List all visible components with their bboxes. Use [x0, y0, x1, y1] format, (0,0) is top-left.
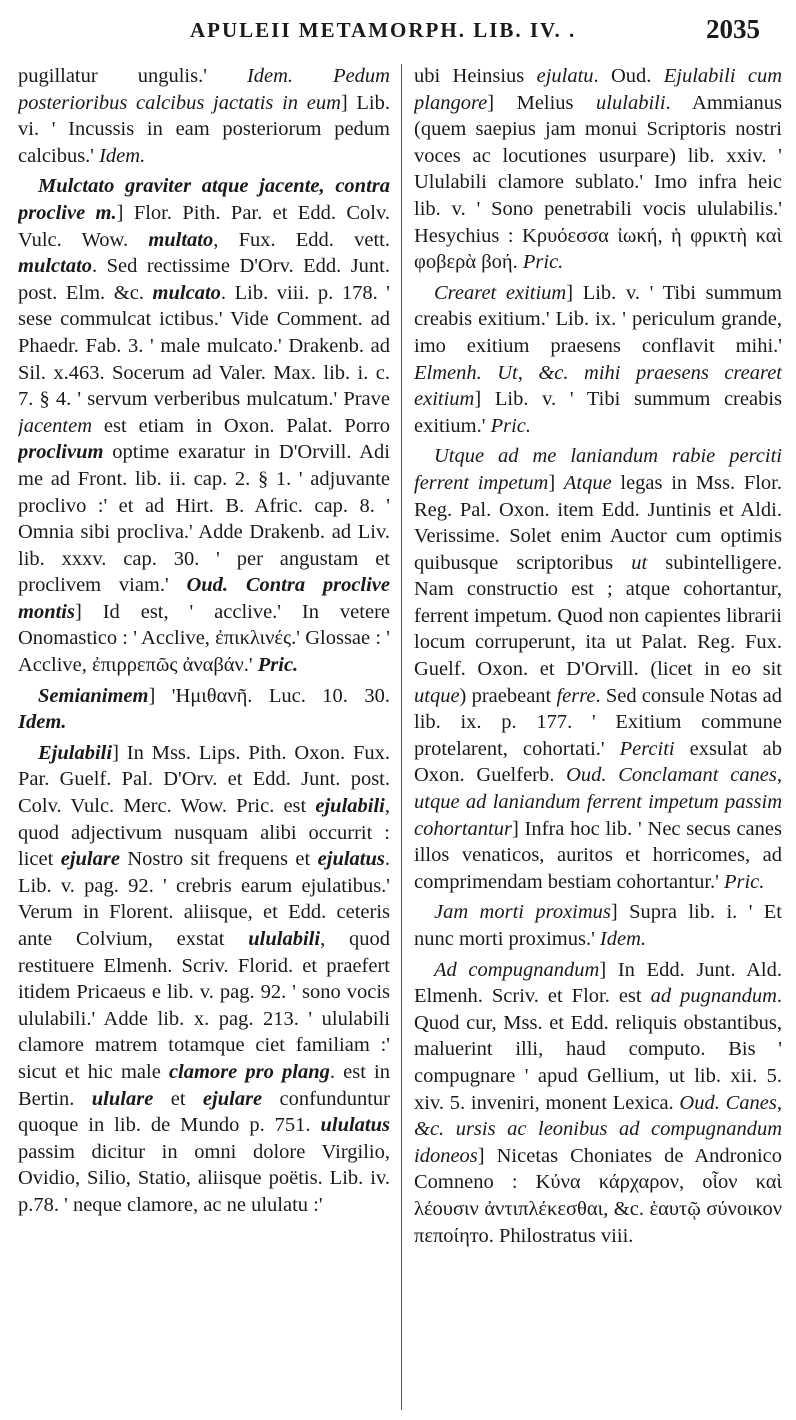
paragraph — [414, 443, 782, 895]
italic-lemma: mulctato — [18, 255, 93, 278]
italic-lemma: ejulabili — [315, 795, 385, 818]
italic-lemma: ad pugnandum — [650, 985, 777, 1008]
text-run: ] Lib. v. ' Tibi summum creabis exitium.' — [414, 388, 782, 437]
italic-lemma: ejulare — [60, 848, 120, 871]
paragraph — [18, 740, 390, 1219]
italic-lemma: Pric. — [490, 414, 531, 437]
text-run: . Ammianus (quem saepius jam monui Scriptoris nostri voces ac locutiones usurpare) lib. xxiv. ' Ululabili clamore sublato.' Imo infra heic lib. v. ' Sono penetrabili vocis ululabilis.' Hesychius : Κρυόεσσα ἰωκή, ἡ φρικτὴ καὶ φοβερὰ βοή. — [414, 91, 782, 274]
italic-lemma: Crearet exitium — [434, 281, 567, 304]
italic-lemma: Elmenh. Ut, &c. mihi praesens crearet exitium — [414, 361, 782, 411]
italic-lemma: Mulctato graviter atque jacente, contra proclive m. — [18, 175, 390, 224]
paragraph — [18, 63, 390, 169]
italic-lemma: Idem. — [599, 928, 647, 950]
italic-lemma: ululatus — [320, 1114, 390, 1137]
paragraph — [414, 63, 782, 276]
text-run: . Lib. v. pag. 92. ' crebris earum ejulatibus.' Verum in Florent. aliisque, et Edd. ceteris ante Colvium, exstat — [18, 848, 390, 950]
text-run: ] In Edd. Junt. Ald. Elmenh. Scriv. et Flor. est — [414, 958, 782, 1008]
text-run: exsulat ab Oxon. Guelferb. — [414, 737, 782, 787]
text-run: passim dicitur in omni dolore Virgilio, Ovidio, Silio, Statio, aliisque poëtis. Lib. iv. p.78. ' neque clamore, ac ne ululatu :' — [18, 1140, 390, 1216]
italic-lemma: Perciti — [619, 737, 675, 760]
italic-lemma: Pric. — [257, 654, 299, 677]
text-run: . est in Bertin. — [18, 1060, 390, 1110]
text-run: . Quod cur, Mss. et Edd. reliquis obstantibus, maluerint illi, haud computo. Bis ' compugnare ' apud Gellium, ut lib. xii. 5. xiv. 5. inveniri, monent Lexica. — [414, 985, 782, 1114]
paragraph — [18, 683, 390, 736]
italic-lemma: clamore pro plang — [168, 1060, 330, 1083]
italic-lemma: Idem. Pedum posterioribus calcibus jactatis in eum — [18, 65, 390, 114]
text-run: optime exaratur in D'Orvill. Adi me ad Front. lib. ii. cap. 2. § 1. ' adjuvante proclivo :' et ad Hirt. B. Afric. cap. 8. ' Omnia sibi procliva.' Adde Drakenb. ad Liv. lib. xxxv. cap. 30. ' per angustam et proclivem viam.' — [18, 441, 390, 597]
italic-lemma: Pric. — [723, 870, 765, 893]
text-run: ] Supra lib. i. ' Et nunc morti proximus.' — [414, 901, 782, 950]
italic-lemma: ferre — [556, 684, 596, 707]
italic-lemma: Jam morti proximus — [434, 901, 611, 924]
paragraph — [18, 173, 390, 678]
text-run: ] — [548, 471, 564, 494]
text-run: ] Infra hoc lib. ' Nec secus canes illos venaticos, auritos et horricomes, ad comprimendam bestiam cohortantur.' — [414, 817, 782, 893]
paragraph — [414, 280, 782, 440]
text-run: . Sed consule Notas ad lib. ix. p. 177. ' Exitium commune protelarent, cohortati.' — [414, 684, 782, 760]
text-run: subintelligere. Nam constructio est ; atque cohortantur, ferrent impetum. Quod non capientes librarii locum corruperunt, ita ut Palat. Reg. Fux. Guelf. Oxon. et D'Orvill. (licet in eo sit — [414, 551, 782, 681]
text-run: pugillatur ungulis.' — [18, 65, 247, 87]
right-column — [414, 63, 782, 1413]
text-run: Nostro sit frequens et — [119, 848, 318, 871]
italic-lemma: Ejulabili — [38, 741, 113, 764]
text-run: ] In Mss. Lips. Pith. Oxon. Fux. Par. Guelf. Pal. D'Orv. et Edd. Junt. post. Colv. Vulc. Merc. Wow. Pric. est — [18, 741, 390, 818]
text-run: , quod restituere Elmenh. Scriv. Florid. et praefert itidem Pricaeus e lib. v. pag. 92. ' sono vocis ululabili.' Adde lib. x. pag. 213. ' ululabili clamore matrem totamque ciet familiam :' sicut et hic male — [18, 928, 390, 1083]
italic-lemma: ejulatu — [536, 65, 594, 87]
text-run: , quod adjectivum nusquam alibi occurrit : licet — [18, 795, 390, 871]
text-run: ] Melius — [487, 91, 597, 114]
italic-lemma: ululabili — [248, 928, 321, 950]
left-column — [18, 63, 390, 1413]
italic-lemma: ululabili — [596, 91, 666, 114]
page-number: 2035 — [706, 14, 760, 44]
italic-lemma: Ejulabili cum plangore — [414, 65, 782, 114]
text-run: ] Lib. v. ' Tibi summum creabis exitium.' Lib. ix. ' periculum grande, imo exitium praesens conflavit mihi.' — [414, 281, 782, 357]
text-run: et — [153, 1087, 203, 1110]
page-header — [0, 14, 796, 54]
italic-lemma: multato — [148, 228, 214, 251]
paragraph — [414, 957, 782, 1250]
italic-lemma: Utque ad me laniandum rabie perciti ferrent impetum — [414, 445, 782, 494]
column-divider — [401, 64, 402, 1410]
italic-lemma: mulcato — [152, 281, 221, 304]
italic-lemma: Ad compugnandum — [434, 958, 600, 981]
italic-lemma: ululare — [91, 1087, 154, 1110]
italic-lemma: Idem. — [18, 711, 67, 734]
text-run: ] Id est, ' acclive.' In vetere Onomastico : ' Acclive, ἐπικλινές.' Glossae : ' Acclive, ἐπιρρεπῶς ἀναβάν.' — [18, 600, 390, 677]
text-run: ] 'Ημιθανῆ. Luc. 10. 30. — [148, 684, 390, 707]
italic-lemma: ejulare — [202, 1087, 263, 1110]
text-run: . Sed rectissime D'Orv. Edd. Junt. post. Elm. &c. — [18, 255, 390, 304]
italic-lemma: Idem. — [99, 144, 146, 167]
text-run: ) praebeant — [459, 684, 557, 707]
text-run: . Lib. viii. p. 178. ' sese commulcat ictibus.' Vide Comment. ad Phaedr. Fab. 3. ' male mulcato.' Drakenb. ad Sil. x.463. Socerum ad Valer. Max. lib. i. c. 7. § 4. ' servum verberibus mulcatum.' Prave — [18, 281, 390, 411]
text-run: confunduntur quoque in lib. de Mundo p. 751. — [18, 1087, 390, 1137]
text-run: ubi Heinsius — [414, 65, 537, 87]
text-run: , Fux. Edd. vett. — [213, 228, 390, 251]
text-run: ] Lib. vi. ' Incussis in eam posteriorum pedum calcibus.' — [18, 91, 390, 167]
running-title: APULEII METAMORPH. LIB. IV. . — [190, 18, 577, 42]
italic-lemma: ejulatus — [317, 848, 385, 871]
italic-lemma: ut — [631, 551, 648, 574]
italic-lemma: Oud. Contra proclive montis — [18, 574, 390, 623]
italic-lemma: Oud. Conclamant canes, utque ad laniandum ferrent impetum passim cohortantur — [414, 764, 782, 840]
italic-lemma: Atque — [563, 471, 612, 494]
italic-lemma: utque — [414, 684, 460, 707]
italic-lemma: proclivum — [18, 441, 104, 464]
italic-lemma: jacentem — [18, 414, 92, 437]
text-run: est etiam in Oxon. Palat. Porro — [92, 414, 390, 437]
text-run: . Oud. — [593, 65, 664, 87]
text-run: ] Flor. Pith. Par. et Edd. Colv. Vulc. Wow. — [18, 201, 390, 251]
italic-lemma: Semianimem — [38, 684, 149, 707]
italic-lemma: Pric. — [522, 251, 564, 274]
text-run: ] Nicetas Choniates de Andronico Comneno : Κύνα κάρχαρον, οἷον καὶ λέουσιν ἀντιπλέκεσθαι, &c. ἑαυτῷ σύνοικον πεποίηто. Philostratus viii. — [414, 1144, 782, 1247]
text-run: legas in Mss. Flor. Reg. Pal. Oxon. item Edd. Juntinis et Aldi. Verissime. Solet enim Auctor cum optimis quibusque scriptoribus — [414, 471, 782, 574]
italic-lemma: Oud. Canes, &c. ursis ac leonibus ad compugnandum idoneos — [414, 1091, 782, 1167]
paragraph — [414, 899, 782, 952]
